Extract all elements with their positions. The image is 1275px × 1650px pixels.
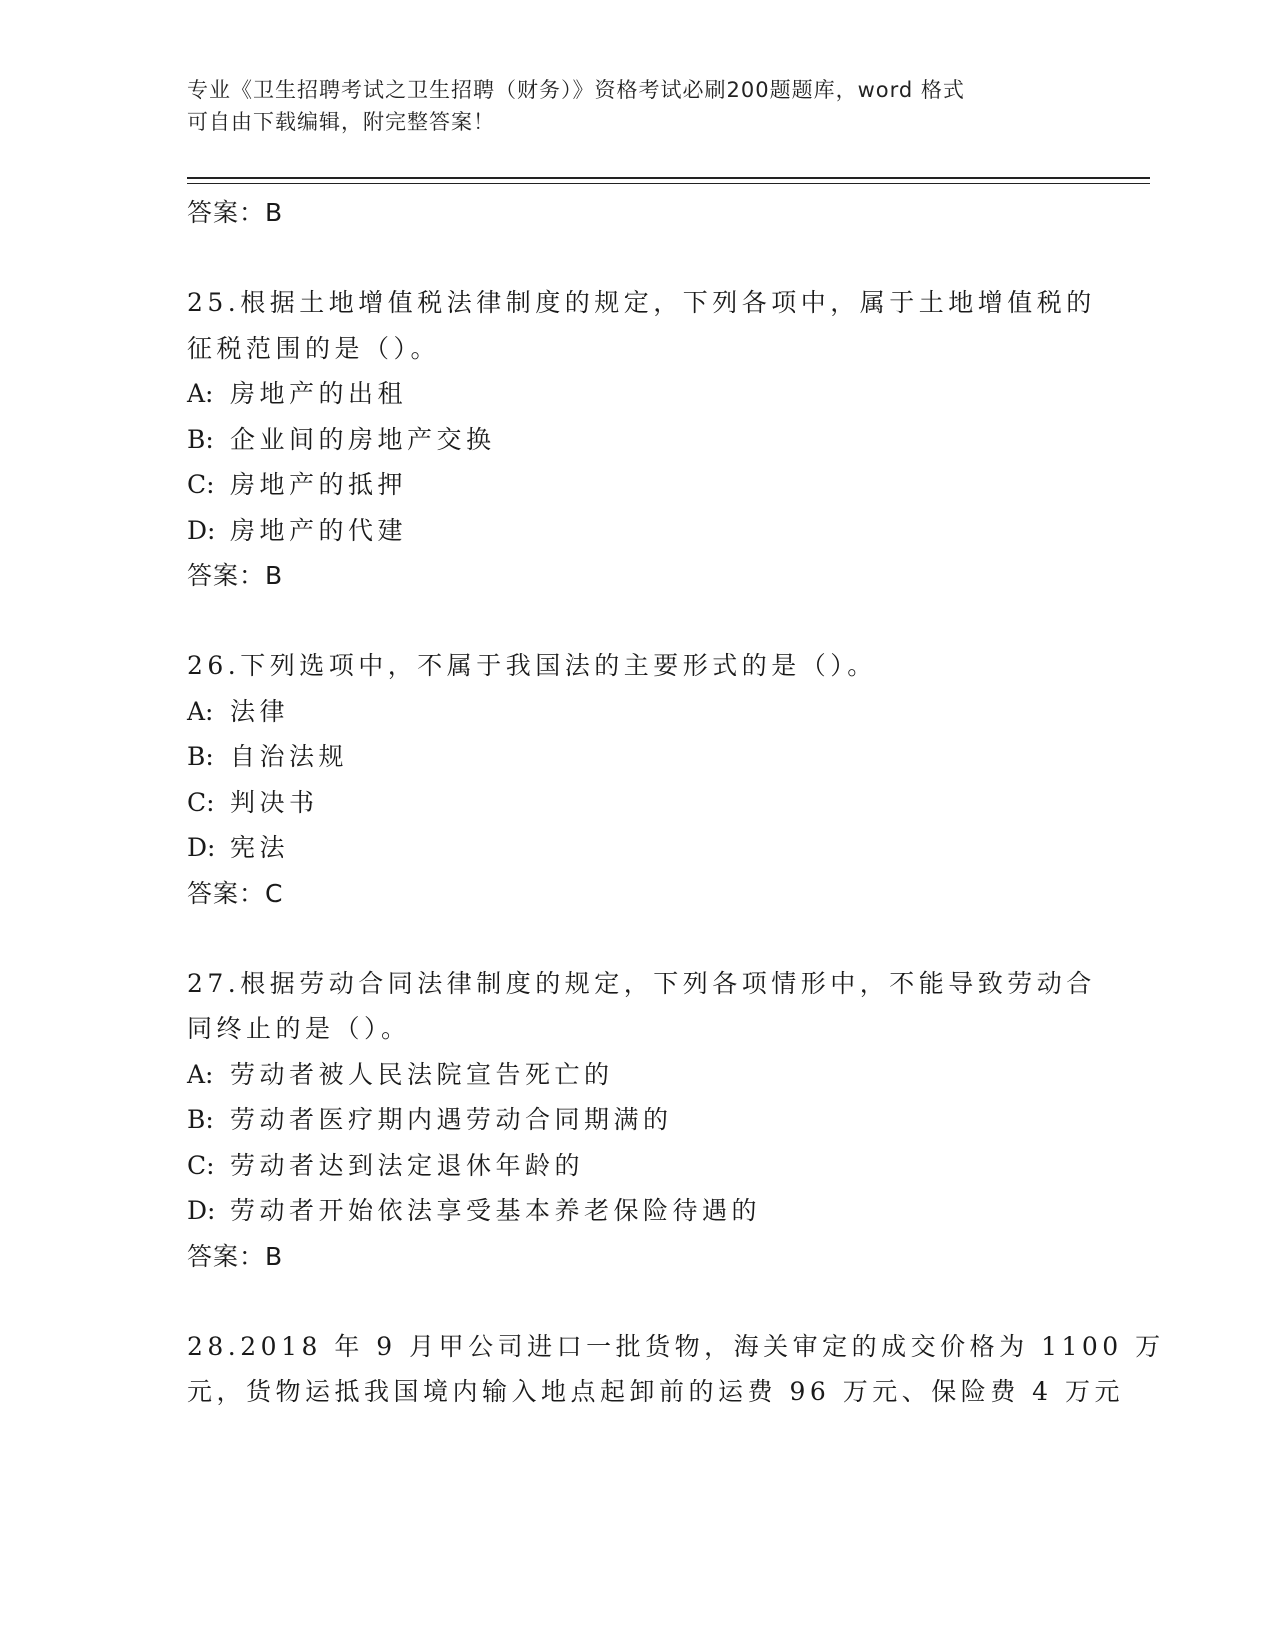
option-label: A:	[187, 696, 214, 726]
option-c	[187, 1143, 1087, 1189]
option-d	[187, 1188, 1087, 1234]
option-text: 法律	[230, 696, 290, 726]
question-25	[187, 280, 1096, 599]
option-b	[187, 734, 1087, 780]
document-header	[187, 74, 1067, 138]
option-label: B:	[187, 1105, 214, 1134]
option-label: D:	[187, 1196, 216, 1225]
answer-line: 答案：B	[187, 561, 284, 590]
option-b	[187, 1097, 1087, 1143]
option-c	[187, 462, 1087, 508]
header-line-2: 可自由下载编辑，附完整答案！	[187, 110, 495, 134]
header-line-1: 专业《卫生招聘考试之卫生招聘（财务）》资格考试必刷200题题库，word 格式	[187, 78, 965, 102]
header-divider-thick	[187, 177, 1150, 179]
option-label: B:	[187, 742, 214, 771]
question-text-line: 元，货物运抵我国境内输入地点起卸前的运费 96 万元、保险费 4 万元	[187, 1377, 1125, 1406]
option-label: A:	[187, 1059, 214, 1089]
question-text-line: 27.根据劳动合同法律制度的规定，下列各项情形中，不能导致劳动合	[187, 968, 1096, 998]
option-a	[187, 1052, 1087, 1098]
option-text: 劳动者医疗期内遇劳动合同期满的	[230, 1105, 673, 1134]
option-label: D:	[187, 515, 216, 545]
answer-line: 答案：B	[187, 198, 284, 227]
option-a	[187, 689, 1087, 735]
option-a	[187, 371, 1087, 417]
question-26	[187, 643, 1087, 917]
option-text: 宪法	[230, 833, 290, 862]
question-28	[187, 1324, 1165, 1415]
option-text: 劳动者被人民法院宣告死亡的	[230, 1059, 614, 1089]
option-text: 自治法规	[230, 742, 349, 771]
option-text: 房地产的出租	[230, 379, 408, 408]
option-c	[187, 780, 1087, 826]
question-27	[187, 961, 1096, 1280]
option-label: A:	[187, 379, 214, 408]
option-label: C:	[187, 787, 215, 817]
option-d	[187, 508, 1087, 554]
option-label: C:	[187, 1150, 215, 1180]
option-label: C:	[187, 470, 215, 499]
question-text-line: 28.2018 年 9 月甲公司进口一批货物，海关审定的成交价格为 1100 万	[187, 1331, 1165, 1361]
option-text: 判决书	[230, 787, 319, 817]
option-text: 劳动者达到法定退休年龄的	[230, 1150, 585, 1180]
header-divider-thin	[187, 183, 1150, 184]
option-text: 房地产的抵押	[230, 470, 408, 499]
question-text-line: 26.下列选项中，不属于我国法的主要形式的是（）。	[187, 651, 877, 680]
question-text-line: 征税范围的是（）。	[187, 333, 441, 363]
option-text: 企业间的房地产交换	[230, 424, 496, 454]
question-text-line: 同终止的是（）。	[187, 1014, 411, 1043]
question-text-line: 25.根据土地增值税法律制度的规定，下列各项中，属于土地增值税的	[187, 288, 1096, 317]
option-label: D:	[187, 833, 216, 862]
option-b	[187, 417, 1087, 463]
answer-line: 答案：C	[187, 878, 284, 908]
option-text: 劳动者开始依法享受基本养老保险待遇的	[230, 1196, 762, 1225]
option-text: 房地产的代建	[230, 515, 408, 545]
option-label: B:	[187, 424, 214, 454]
option-d	[187, 825, 1087, 871]
document-body	[187, 190, 1165, 1415]
answer-line: 答案：B	[187, 1241, 284, 1271]
